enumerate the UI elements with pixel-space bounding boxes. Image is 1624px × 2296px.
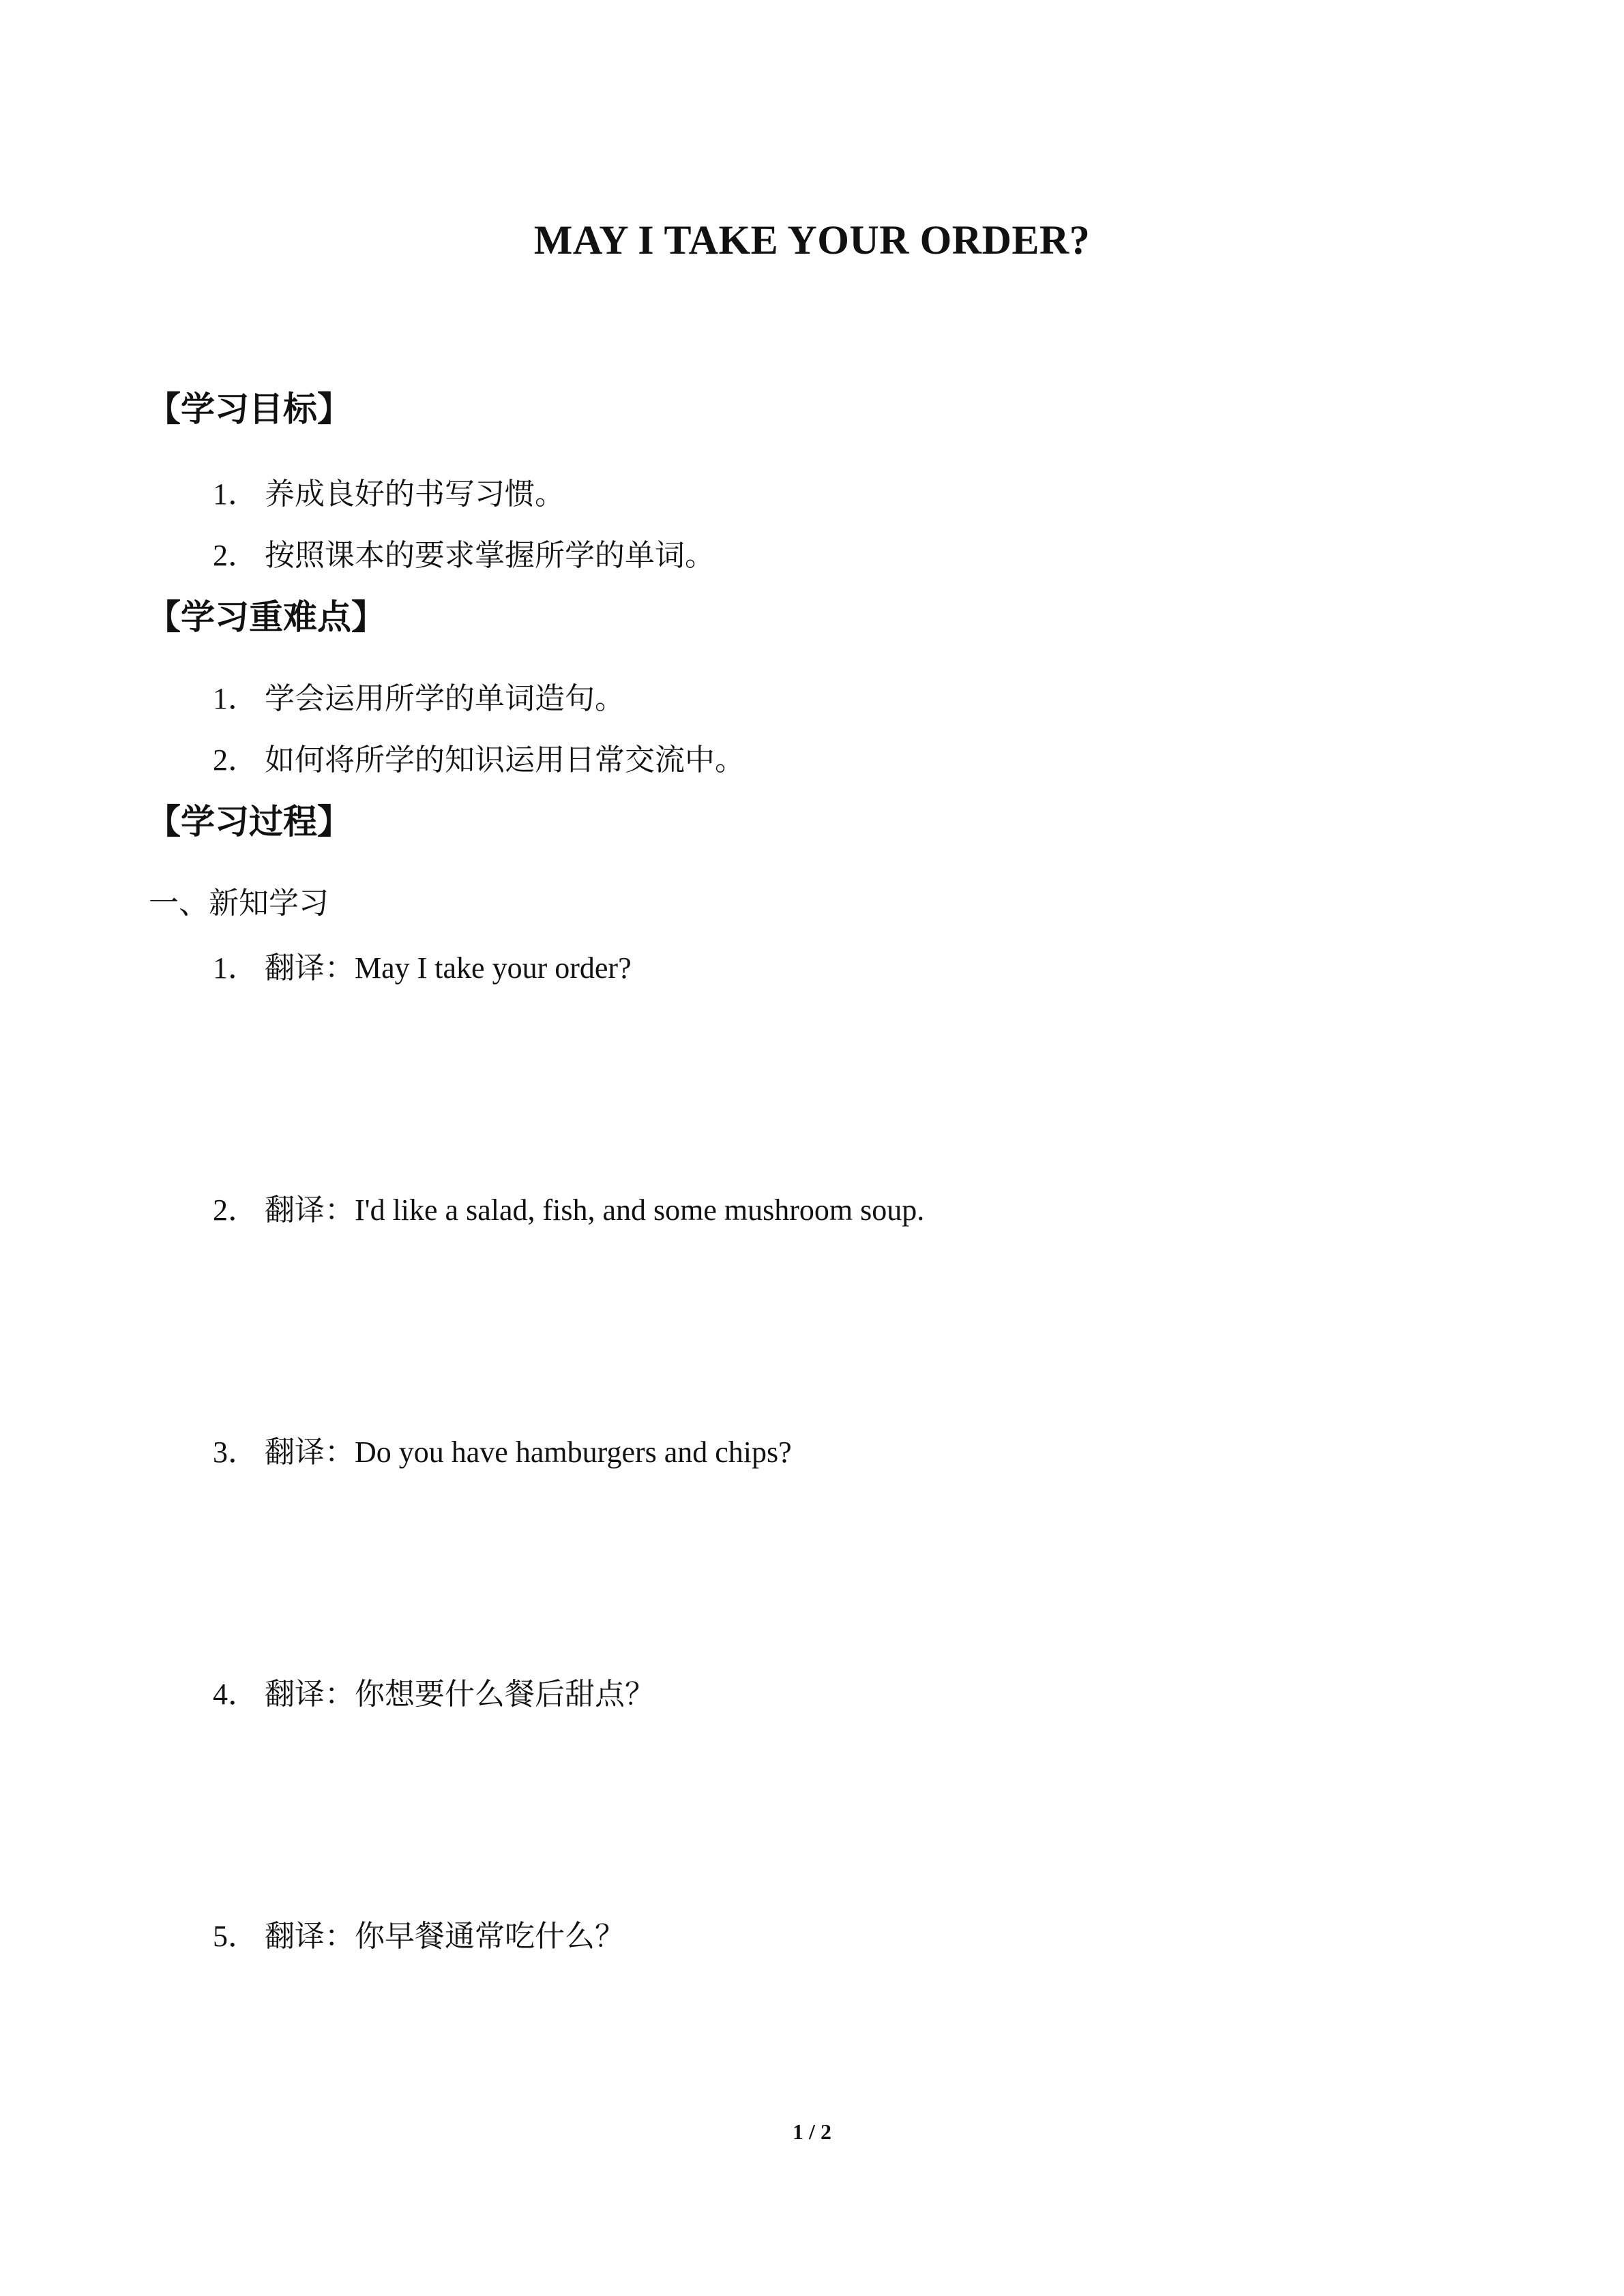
section-heading-key-points: 【学习重难点】 <box>147 597 385 637</box>
exercise-item <box>213 1916 625 1957</box>
exercise-item <box>213 1432 792 1473</box>
section-heading-objectives: 【学习目标】 <box>147 389 351 429</box>
exercise-item <box>213 1674 655 1715</box>
exercise-number: 2． <box>213 1193 258 1227</box>
key-point-text: 学会运用所学的单词造句。 <box>265 682 625 715</box>
objective-text: 养成良好的书写习惯。 <box>265 477 565 511</box>
part-title: 一、新知学习 <box>149 886 329 920</box>
section-heading-process: 【学习过程】 <box>147 802 351 841</box>
exercise-text: 翻译：May I take your order? <box>265 951 632 985</box>
document-title: MAY I TAKE YOUR ORDER? <box>533 218 1091 263</box>
exercise-text: 翻译：I'd like a salad, fish, and some mushroom soup. <box>265 1193 925 1227</box>
objective-number: 2． <box>213 539 258 572</box>
exercise-number: 4． <box>213 1678 258 1711</box>
objective-text: 按照课本的要求掌握所学的单词。 <box>265 539 715 572</box>
exercise-item <box>213 1190 924 1231</box>
key-point-number: 1． <box>213 682 258 715</box>
key-point-item <box>213 679 625 719</box>
key-point-text: 如何将所学的知识运用日常交流中。 <box>265 743 745 777</box>
exercise-text: 翻译：你早餐通常吃什么？ <box>265 1920 625 1953</box>
objective-item <box>213 474 565 515</box>
page-number: 1 / 2 <box>793 2119 831 2144</box>
exercise-text: 翻译：你想要什么餐后甜点？ <box>265 1678 655 1711</box>
exercise-text: 翻译：Do you have hamburgers and chips? <box>265 1435 792 1469</box>
key-point-number: 2． <box>213 743 258 777</box>
exercise-number: 1． <box>213 951 258 985</box>
exercise-number: 3． <box>213 1435 258 1469</box>
exercise-number: 5． <box>213 1920 258 1953</box>
key-point-item <box>213 740 745 781</box>
objective-number: 1． <box>213 477 258 511</box>
objective-item <box>213 535 715 576</box>
exercise-item <box>213 948 632 989</box>
